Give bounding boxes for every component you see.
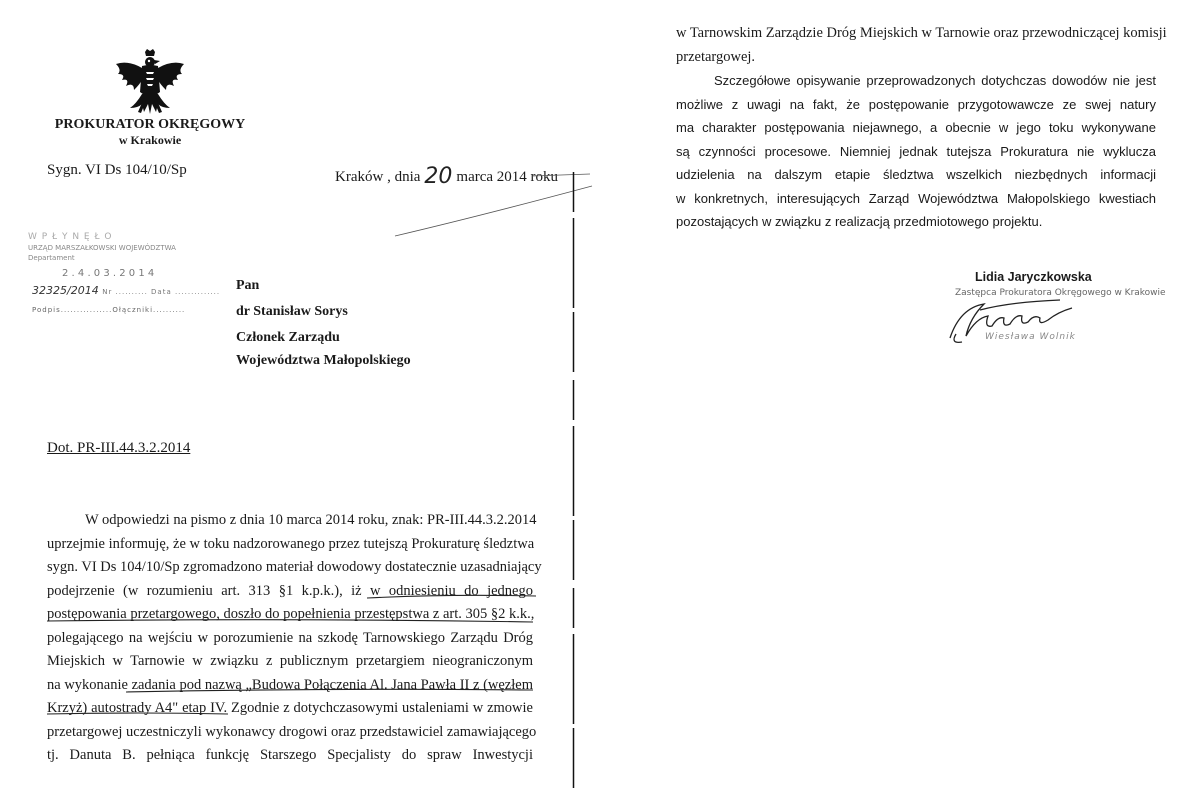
body-paragraph-left bbox=[47, 509, 542, 768]
body-line: w konkretnych, interesujących Zarząd Województwa Małopolskiego kwestiach bbox=[676, 190, 1156, 206]
body-line: pozostających w związku z realizacją przedmiotowego projektu. bbox=[676, 214, 1043, 229]
signatory-name: Lidia Jaryczkowska bbox=[975, 270, 1092, 284]
addressee-line-4: Województwa Małopolskiego bbox=[236, 353, 411, 368]
received-stamp bbox=[28, 228, 221, 328]
body-line: postępowania przetargowego, doszło do popełnienia przestępstwa z art. 305 §2 k.k., bbox=[47, 606, 535, 622]
body-line: polegającego na wejściu w porozumienie na szkodę Tarnowskiego Zarządu Dróg bbox=[47, 629, 533, 646]
stamp-signature-line: Podpis................Ołączniki.......... bbox=[32, 306, 186, 314]
body-line: ma charakter postępowania niejawnego, a obecnie w jego toku wykonywane bbox=[676, 120, 1156, 135]
body-line: przetargowej uczestniczyli wykonawcy drogowi oraz przedstawiciel zamawiającego bbox=[47, 723, 537, 740]
body-line: Miejskich w Tarnowie w związku z publicznym przetargiem nieograniczonym bbox=[47, 653, 533, 669]
stamp-line-2: URZĄD MARSZAŁKOWSKI WOJEWÓDZTWA bbox=[28, 244, 176, 252]
addressee-line-2: dr Stanisław Sorys bbox=[236, 304, 348, 319]
body-line: Krzyż) autostrady A4" etap IV. Zgodnie z dotychczasowymi ustaleniami w zmowie bbox=[47, 700, 533, 716]
case-signature: Sygn. VI Ds 104/10/Sp bbox=[47, 162, 187, 178]
stamp-number-handwritten: 32325/2014 bbox=[32, 284, 99, 297]
office-name: PROKURATOR OKRĘGOWY bbox=[54, 117, 246, 132]
body-line: podejrzenie (w rozumieniu art. 313 §1 k.p.k.), iż w odniesieniu do jednego bbox=[47, 582, 533, 599]
body-line: Szczegółowe opisywanie przeprowadzonych dotychczas dowodów nie jest bbox=[714, 73, 1156, 88]
polish-eagle-icon bbox=[112, 48, 188, 120]
page-fold-shadow bbox=[572, 172, 575, 788]
body-paragraph-right bbox=[676, 22, 1167, 234]
letter-date bbox=[335, 162, 558, 187]
stamp-line-1: W P Ł Y N Ę Ł O bbox=[28, 232, 113, 242]
body-line: możliwe z uwagi na fakt, że postępowanie przygotowawcze ze swej natury bbox=[676, 96, 1156, 112]
body-line: sygn. VI Ds 104/10/Sp zgromadzono materiał dowodowy dostatecznie uzasadniający bbox=[47, 559, 542, 575]
signatory-role: Zastępca Prokuratora Okręgowego w Krakowie bbox=[955, 288, 1166, 298]
signature-printed-stamp: Wiesława Wolnik bbox=[985, 332, 1076, 342]
date-prefix: Kraków , dnia bbox=[335, 169, 421, 185]
body-line: tj. Danuta B. pełniąca funkcję Starszego Specjalisty do spraw Inwestycji bbox=[47, 747, 533, 763]
stamp-number-label: Nr .......... Data .............. bbox=[102, 288, 221, 296]
addressee-line-1: Pan bbox=[236, 278, 260, 293]
date-suffix: marca 2014 roku bbox=[456, 169, 559, 185]
stamp-number bbox=[32, 284, 220, 297]
body-line: na wykonanie zadania pod nazwą „Budowa Połączenia Al. Jana Pawła II z (węzłem bbox=[47, 676, 533, 693]
stamp-date: 2 . 4 . 0 3 . 2 0 1 4 bbox=[62, 268, 155, 279]
addressee-line-3: Członek Zarządu bbox=[236, 330, 340, 345]
body-line: przetargowej. bbox=[676, 48, 756, 65]
body-line: w Tarnowskim Zarządzie Dróg Miejskich w Tarnowie oraz przewodniczącej komisji bbox=[676, 25, 1167, 41]
body-line: są czynności procesowe. Niemniej jednak tutejsza Prokuratura nie wyklucza bbox=[676, 143, 1156, 159]
body-line: udzielenia na dalszym etapie śledztwa wszelkich niezbędnych informacji bbox=[676, 167, 1156, 182]
stamp-line-3: Departament bbox=[28, 254, 75, 262]
body-line: uprzejmie informuję, że w toku nadzorowanego przez tutejszą Prokuraturę śledztwa bbox=[47, 535, 535, 552]
date-day-handwritten: 20 bbox=[424, 164, 453, 189]
body-line: W odpowiedzi na pismo z dnia 10 marca 2014 roku, znak: PR-III.44.3.2.2014 bbox=[85, 512, 537, 528]
office-city: w Krakowie bbox=[118, 133, 182, 147]
subject-reference: Dot. PR-III.44.3.2.2014 bbox=[47, 440, 191, 456]
